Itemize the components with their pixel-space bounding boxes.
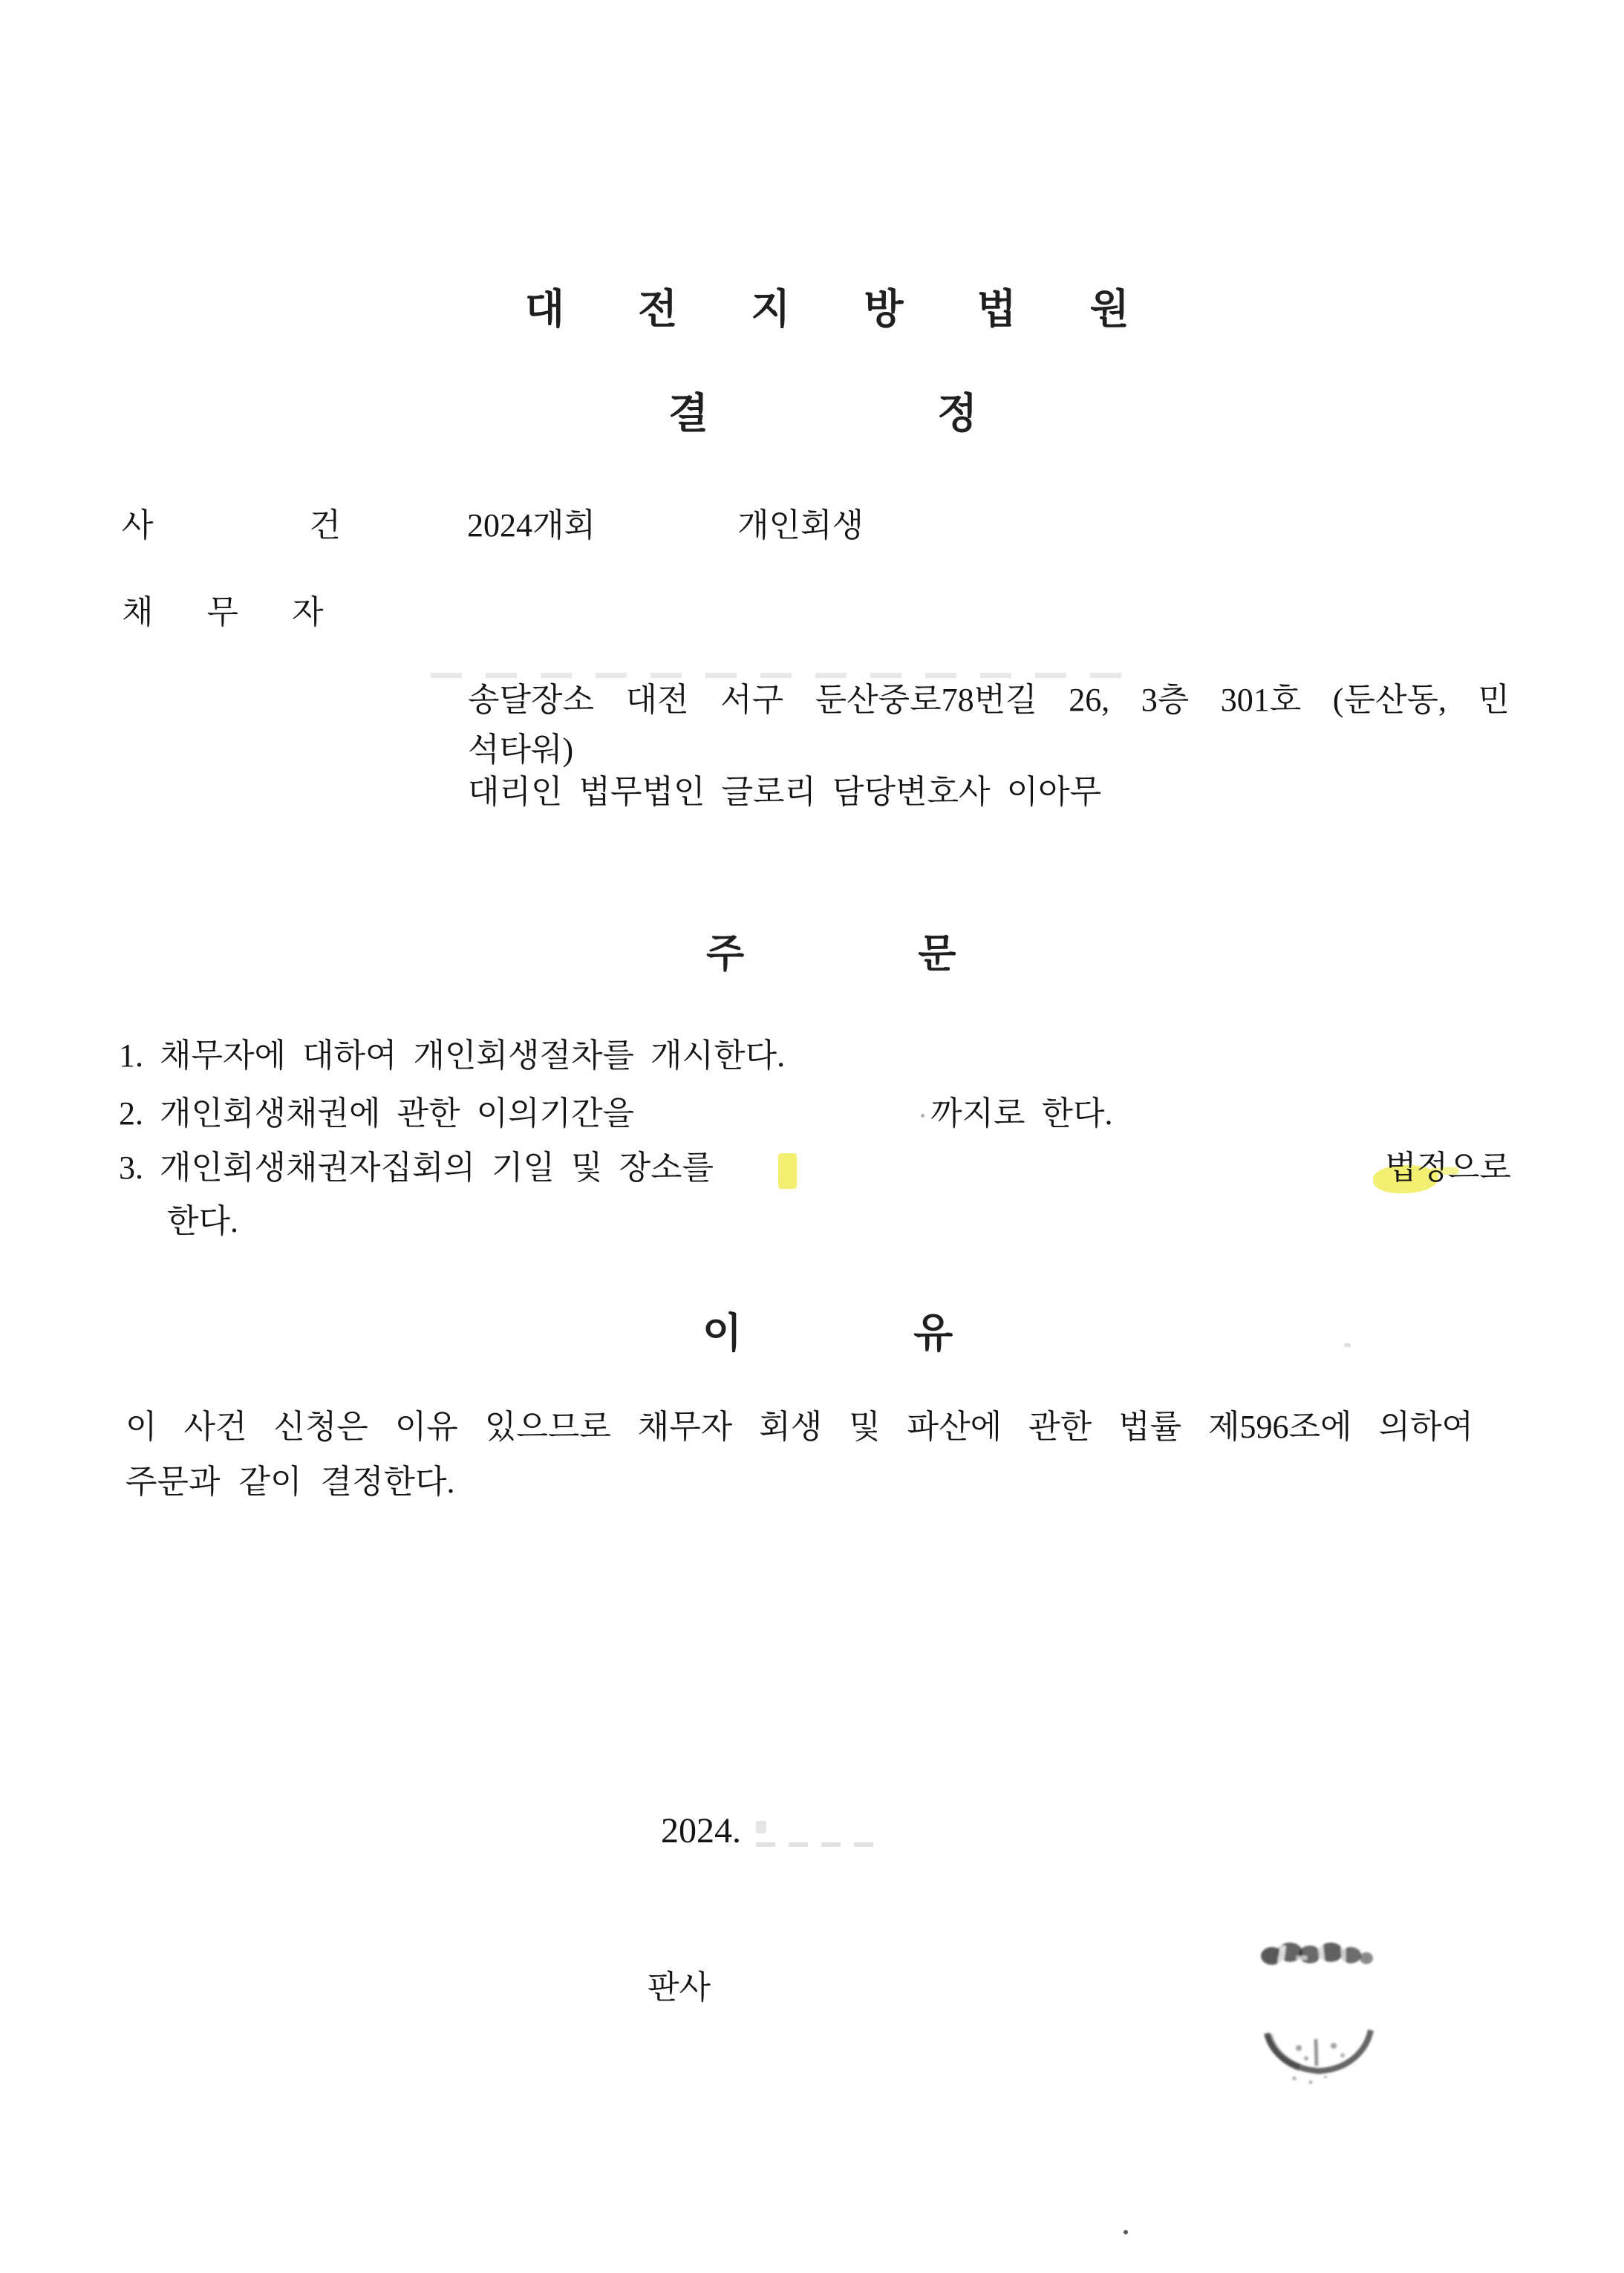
court-name: 대전지방법원: [525, 286, 1203, 332]
reason-body-line1: 이 사건 신청은 이유 있으므로 채무자 회생 및 파산에 관한 법률 제596조에 의하여: [125, 1409, 1473, 1445]
debtor-label: 채무자: [122, 594, 377, 630]
judge-seal-remnant: [1253, 1929, 1387, 2089]
document-title: 결정: [668, 390, 1207, 437]
stray-dot: [1124, 2230, 1128, 2234]
stray-speck: [1344, 1343, 1351, 1347]
order-item-2-part1: 2. 개인회생채권에 관한 이의기간을: [119, 1095, 635, 1132]
service-address-line2: 석타워): [468, 731, 574, 768]
order-item-3-continuation: 한다.: [167, 1203, 239, 1239]
seal-top-fragment: [1261, 1943, 1373, 1965]
erased-date-remnant-1: [756, 1821, 766, 1833]
period-remnant-dot: [921, 1114, 924, 1118]
order-item-3-part2: 법정으로: [1385, 1149, 1512, 1186]
judge-label: 판사: [648, 1969, 711, 2006]
order-heading: 주문: [706, 932, 1130, 976]
service-address-line1: 송달장소 대전 서구 둔산중로78번길 26, 3층 301호 (둔산동, 민: [468, 682, 1510, 718]
highlight-mark-1: [778, 1153, 797, 1189]
case-label: 사건: [122, 507, 498, 544]
case-number-prefix: 2024개회: [467, 507, 596, 544]
attorney-line: 대리인 법무법인 글로리 담당변호사 이아무: [468, 774, 1102, 810]
erased-text-remnant: [431, 673, 1144, 678]
order-item-1: 1. 채무자에 대하여 개인회생절차를 개시한다.: [119, 1037, 786, 1074]
case-type: 개인회생: [737, 507, 864, 544]
reason-heading: 이유: [702, 1310, 1125, 1356]
decision-date: 2024.: [661, 1811, 741, 1850]
reason-body-line2: 주문과 같이 결정한다.: [125, 1464, 455, 1500]
erased-date-remnant-2: [756, 1842, 882, 1847]
order-item-2-part2: 까지로 한다.: [930, 1095, 1113, 1132]
order-item-3-part1: 3. 개인회생채권자집회의 기일 및 장소를: [119, 1149, 714, 1186]
seal-bottom-fragment: [1267, 2030, 1371, 2084]
